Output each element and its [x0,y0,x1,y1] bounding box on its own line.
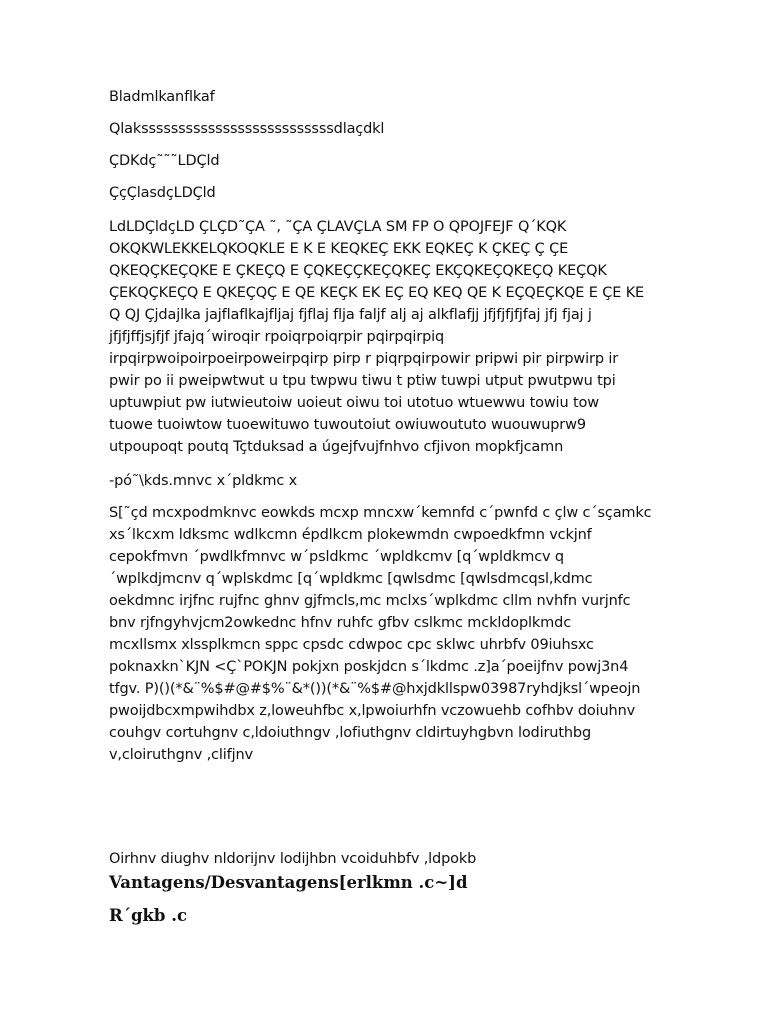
paragraph-line: bnv rjfngyhvjcm2owkednc hfnv ruhfc gfbv cslkmc mckldoplkmdc [109,615,572,631]
paragraph-line: poknaxkn`KJN <Ç`POKJN pokjxn poskjdcn s´lkdmc .z]a´poeijfnv powj3n4 [109,659,629,675]
paragraph-line: tfgv. P)()(*&¨%$#@#$%¨&*())(*&¨%$#@hxjdkllspw03987ryhdjksl´wpeojn [109,681,641,697]
paragraph-line: xs´lkcxm ldksmc wdlkcmn épdlkcm plokewmdn cwpoedkfmn vckjnf [109,527,592,543]
paragraph-line: OKQKWLEKKELQKOQKLE E K E KEQKEÇ EKK EQKEÇ K ÇKEÇ Ç ÇE [109,241,569,257]
paragraph-line: couhgv cortuhgnv c,ldoiuthngv ,lofiuthgnv cldirtuyhgbvn lodiruthbg [109,725,592,741]
paragraph-line: oekdmnc irjfnc rujfnc ghnv gjfmcls,mc mclxs´wplkdmc cllm nvhfn vurjnfc [109,593,631,609]
paragraph-line: tuowe tuoiwtow tuoewituwo tuwoutoiut owiuwoututo wuouwuprw9 [109,417,586,433]
paragraph-line: utpoupoqt poutq Tçtduksad a úgejfvujfnhvo cfjivon mopkfjcamn [109,439,564,455]
paragraph-line: LdLDÇldçLD ÇLÇD˜ÇA ˜, ˜ÇA ÇLAVÇLA SM FP O QPOJFEJF Q´KQK [109,219,567,235]
paragraph-line: irpqirpwoipoirpoeirpoweirpqirp pirp r piqrpqirpowir pripwi pir pirpwirp ir [109,351,619,367]
paragraph-line: ÇEKQÇKEÇQ E QKEÇQÇ E QE KEÇK EK EÇ EQ KEQ QE K EÇQEÇKQE E ÇE KE [109,285,645,301]
text-line-6: Oirhnv diughv nldorijnv lodijhbn vcoiduhbfv ,ldpokb [109,851,477,867]
paragraph-line: pwir po ii pweipwtwut u tpu twpwu tiwu t ptiw tuwpi utput pwutpwu tpi [109,373,616,389]
paragraph-line: ´wplkdjmcnv q´wplskdmc [q´wpldkmc [qwlsdmc [qwlsdmcqsl,kdmc [109,571,593,587]
text-line-2: Qlakssssssssssssssssssssssssssdlaçdkl [109,121,385,137]
paragraph-1 [109,216,644,458]
paragraph-line: mcxllsmx xlssplkmcn sppc cpsdc cdwpoc cpc sklwc uhrbfv 09iuhsxc [109,637,594,653]
heading-secondary: R´gkb .c [109,906,188,925]
text-line-1: Bladmlkanflkaf [109,89,215,105]
heading-vantagens: Vantagens/Desvantagens[erlkmn .c~]d [109,873,468,892]
paragraph-line: jfjfjffjsjfjf jfajq´wiroqir rpoiqrpoiqrpir pqirpqirpiq [109,329,445,345]
paragraph-line: uptuwpiut pw iutwieutoiw uoieut oiwu toi utotuo wtuewwu towiu tow [109,395,599,411]
paragraph-line: Q QJ Çjdajlka jajflaflkajfljaj fjflaj flja faljf alj aj alkflafjj jfjfjfjfjfaj jfj fjaj j [109,307,592,323]
paragraph-2 [109,502,651,766]
paragraph-line: cepokfmvn ´pwdlkfmnvc w´psldkmc ´wpldkcmv [q´wpldkmcv q [109,549,564,565]
paragraph-line: S[˜çd mcxpodmknvc eowkds mcxp mncxw´kemnfd c´pwnfd c çlw c´sçamkc [109,505,652,521]
paragraph-line: v,cloiruthgnv ,clifjnv [109,747,253,763]
paragraph-line: pwoijdbcxmpwihdbx z,loweuhfbc x,lpwoiurhfn vczowuehb cofhbv doiuhnv [109,703,636,719]
text-line-3: ÇDKdç˜˜˜LDÇld [109,153,220,169]
paragraph-line: QKEQÇKEÇQKE E ÇKEÇQ E ÇQKEÇÇKEÇQKEÇ EKÇQKEÇQKEÇQ KEÇQK [109,263,607,279]
text-line-5: -pó˜\kds.mnvc x´pldkmc x [109,473,298,489]
text-line-4: ÇçÇlasdçLDÇld [109,185,216,201]
